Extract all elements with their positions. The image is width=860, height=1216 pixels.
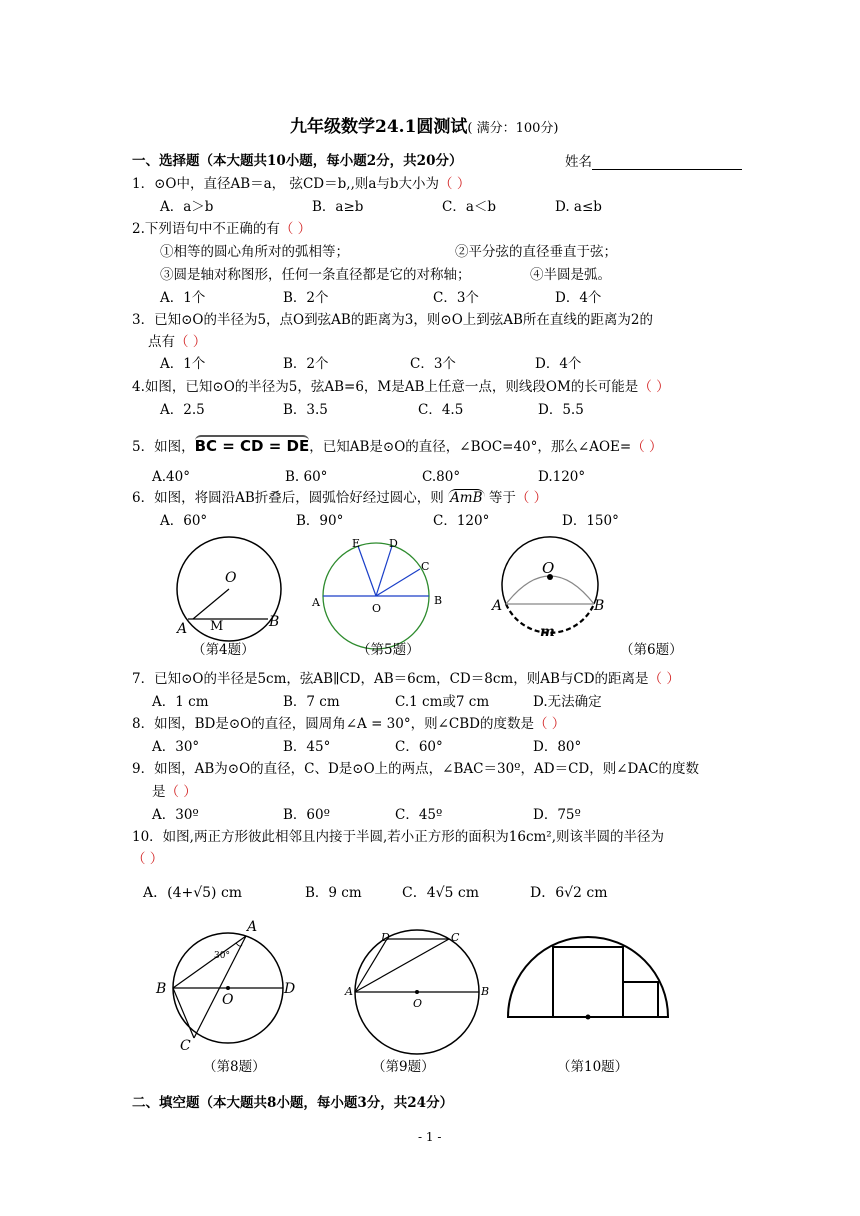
fig8-chord-bc [173,988,194,1038]
q3-option-b[interactable]: B．2个 [283,356,329,372]
q10-line-1: 10．如图,两正方形彼此相邻且内接于半圆,若小正方形的面积为16cm²,则该半圆的半径为 [132,829,665,845]
question-5 [132,438,662,455]
fig10-center-dot [586,1015,591,1020]
fig9-label-b: B [481,985,490,998]
q6-option-c[interactable]: C．120° [433,513,490,529]
q2-item-4: ④半圆是弧。 [530,267,611,283]
figure-8 [150,918,305,1053]
q6-option-b[interactable]: B．90° [296,513,344,529]
q6-blank[interactable]: （ ） [515,490,548,506]
fig4-label-m: M [210,619,224,634]
section-1-heading: 一、选择题（本大题共10小题，每小题2分，共20分） [132,153,463,169]
q5-suffix: ，已知AB是⊙O的直径，∠BOC=40°，那么∠AOE= [309,439,632,455]
q9-line2-text: 是 [152,784,166,800]
q4-option-b[interactable]: B．3.5 [283,402,328,418]
figure-10 [505,925,675,1025]
q3-option-c[interactable]: C．3个 [410,356,456,372]
q7-blank[interactable]: （ ） [648,671,680,687]
q9-option-a[interactable]: A．30º [152,807,199,823]
question-4 [132,380,670,395]
question-6 [132,491,547,506]
q1-option-d[interactable]: D. a≤b [555,199,602,215]
q10-option-b[interactable]: B．9 cm [305,885,362,901]
q4-option-c[interactable]: C．4.5 [418,402,464,418]
q3-line2-text: 点有 [148,334,175,350]
fig6-label-a: A [492,598,503,614]
question-2 [132,222,311,237]
q9-blank[interactable]: （ ） [165,784,197,800]
q1-text: 1．⊙O中，直径AB＝a， 弦CD＝b,,则a与b大小为 [132,176,440,192]
fig8-angle-label: 30° [214,951,230,961]
fig9-chord-ac [355,939,449,992]
figure-9 [345,925,495,1055]
q5-option-b[interactable]: B. 60° [285,469,328,485]
q3-blank[interactable]: （ ） [175,334,207,350]
q5-arcs: BC = CD = DE [194,437,310,455]
q1-option-c[interactable]: C．a＜b [442,199,497,215]
fig5-label-d: D [389,537,398,550]
q3-line-1: 3．已知⊙O的半径为5，点O到弦AB的距离为3，则⊙O上到弦AB所在直线的距离为2的 [132,312,654,328]
q1-blank[interactable]: （ ） [439,176,471,192]
q8-option-b[interactable]: B．45° [283,739,331,755]
fig5-caption: （第5题） [357,642,420,658]
q8-option-d[interactable]: D．80° [533,739,582,755]
fig5-label-c: C [421,560,430,573]
q2-item-3: ③圆是轴对称图形，任何一条直径都是它的对称轴； [160,267,471,283]
q10-option-d[interactable]: D．6√2 cm [530,885,608,901]
fig8-center-dot [226,986,230,990]
q6-option-d[interactable]: D．150° [562,513,619,529]
q2-option-c[interactable]: C．3个 [433,290,479,306]
fig4-label-a: A [177,621,188,637]
name-blank[interactable] [592,157,742,170]
q9-option-b[interactable]: B．60º [283,807,330,823]
title-note: ( 满分：100分) [467,121,559,136]
q2-option-a[interactable]: A．1个 [160,290,206,306]
fig8-label-b: B [156,981,167,997]
q5-prefix: 5．如图， [132,439,195,455]
fig5-radius-od [376,546,392,596]
fig9-caption: （第9题） [372,1059,435,1075]
q7-option-d[interactable]: D.无法确定 [533,694,602,710]
q6-option-a[interactable]: A．60° [160,513,208,529]
q3-option-a[interactable]: A．1个 [160,356,206,372]
fig6-label-m: m [540,624,555,640]
fig4-caption: （第4题） [192,642,255,658]
fig5-label-b: B [434,594,443,607]
q4-option-d[interactable]: D．5.5 [538,402,584,418]
q1-option-a[interactable]: A．a＞b [160,199,214,215]
q9-line-2 [152,785,197,800]
fig9-label-o: O [413,997,423,1010]
q5-blank[interactable]: （ ） [631,439,663,455]
section-2-heading: 二、填空题（本大题共8小题，每小题3分，共24分） [132,1095,454,1111]
q4-text: 4.如图，已知⊙O的半径为5，弦AB=6，M是AB上任意一点，则线段OM的长可能是 [132,379,639,395]
fig4-label-o: O [225,570,237,586]
q9-line-1: 9．如图，AB为⊙O的直径，C、D是⊙O上的两点，∠BAC＝30º，AD＝CD，则∠DAC的度数 [132,761,699,777]
fig5-label-e: E [352,537,361,550]
q2-item-1: ①相等的圆心角所对的弧相等； [160,244,349,260]
fig5-label-o: O [372,602,382,615]
q4-option-a[interactable]: A．2.5 [160,402,205,418]
q1-option-b[interactable]: B．a≥b [312,199,364,215]
q9-option-c[interactable]: C．45º [395,807,443,823]
name-label: 姓名 [565,154,592,170]
fig9-label-d: D [381,931,390,944]
q10-option-a[interactable]: A．(4+√5) cm [143,885,243,901]
q2-item-2: ②平分弦的直径垂直于弦； [455,244,617,260]
q2-option-b[interactable]: B．2个 [283,290,329,306]
figure-6 [488,530,613,645]
fig8-label-c: C [180,1038,191,1054]
fig6-folded-arc [506,576,594,604]
fig6-label-b: B [594,598,605,614]
q10-blank[interactable]: （ ） [132,851,164,867]
q6-suffix: 等于 [488,490,516,506]
fig6-label-o: O [542,559,555,577]
fig8-label-d: D [284,981,296,997]
fig10-semicircle [508,937,668,1017]
page-number: - 1 - [418,1130,442,1144]
q5-option-c[interactable]: C.80° [422,469,461,485]
fig5-radius-oc [376,569,420,596]
fig9-center-dot [415,990,419,994]
q7-option-b[interactable]: B．7 cm [283,694,340,710]
q7-text: 7．已知⊙O的半径是5cm，弦AB∥CD，AB＝6cm，CD＝8cm，则AB与CD的距离是 [132,671,649,687]
q9-option-d[interactable]: D．75º [533,807,581,823]
fig4-segment-am [193,589,229,619]
q8-blank[interactable]: （ ） [533,716,566,732]
fig8-label-o: O [222,992,234,1008]
q10-option-c[interactable]: C．4√5 cm [402,885,480,901]
question-8 [132,717,565,732]
q2-blank[interactable]: （ ） [279,221,312,237]
q5-option-d[interactable]: D.120° [538,469,586,485]
q3-line-2 [148,335,206,350]
q8-text: 8．如图，BD是⊙O的直径，圆周角∠A = 30°，则∠CBD的度数是 [132,716,534,732]
question-7 [132,672,680,687]
fig5-radius-oe [358,546,376,596]
q5-option-a[interactable]: A.40° [152,469,190,485]
q4-blank[interactable]: （ ） [638,379,670,395]
fig9-chord-ad [355,939,387,992]
q2-option-d[interactable]: D．4个 [555,290,602,306]
q7-option-c[interactable]: C.1 cm或7 cm [395,694,490,710]
fig10-large-square [553,947,623,1017]
fig5-label-a: A [312,596,320,609]
fig10-caption: （第10题） [557,1059,629,1075]
q7-option-a[interactable]: A．1 cm [152,694,209,710]
title-text: 九年级数学24.1圆测试 [290,117,468,137]
fig9-label-a: A [345,985,353,998]
fig8-label-a: A [247,919,258,935]
fig10-small-square [623,982,658,1017]
q8-option-a[interactable]: A．30° [152,739,200,755]
q3-option-d[interactable]: D．4个 [535,356,582,372]
fig8-caption: （第8题） [203,1059,266,1075]
name-field[interactable] [565,155,742,170]
q6-arc: AmB [450,490,483,506]
q2-text: 2.下列语句中不正确的有 [132,221,280,237]
page-title [290,118,559,137]
fig4-label-b: B [269,614,280,630]
fig8-chord-ba [173,936,246,988]
question-1 [132,177,470,192]
fig9-label-c: C [451,931,460,944]
q6-prefix: 6．如图，将圆沿AB折叠后，圆弧恰好经过圆心，则 [132,490,444,506]
q8-option-c[interactable]: C．60° [395,739,443,755]
fig6-caption: （第6题） [620,642,683,658]
